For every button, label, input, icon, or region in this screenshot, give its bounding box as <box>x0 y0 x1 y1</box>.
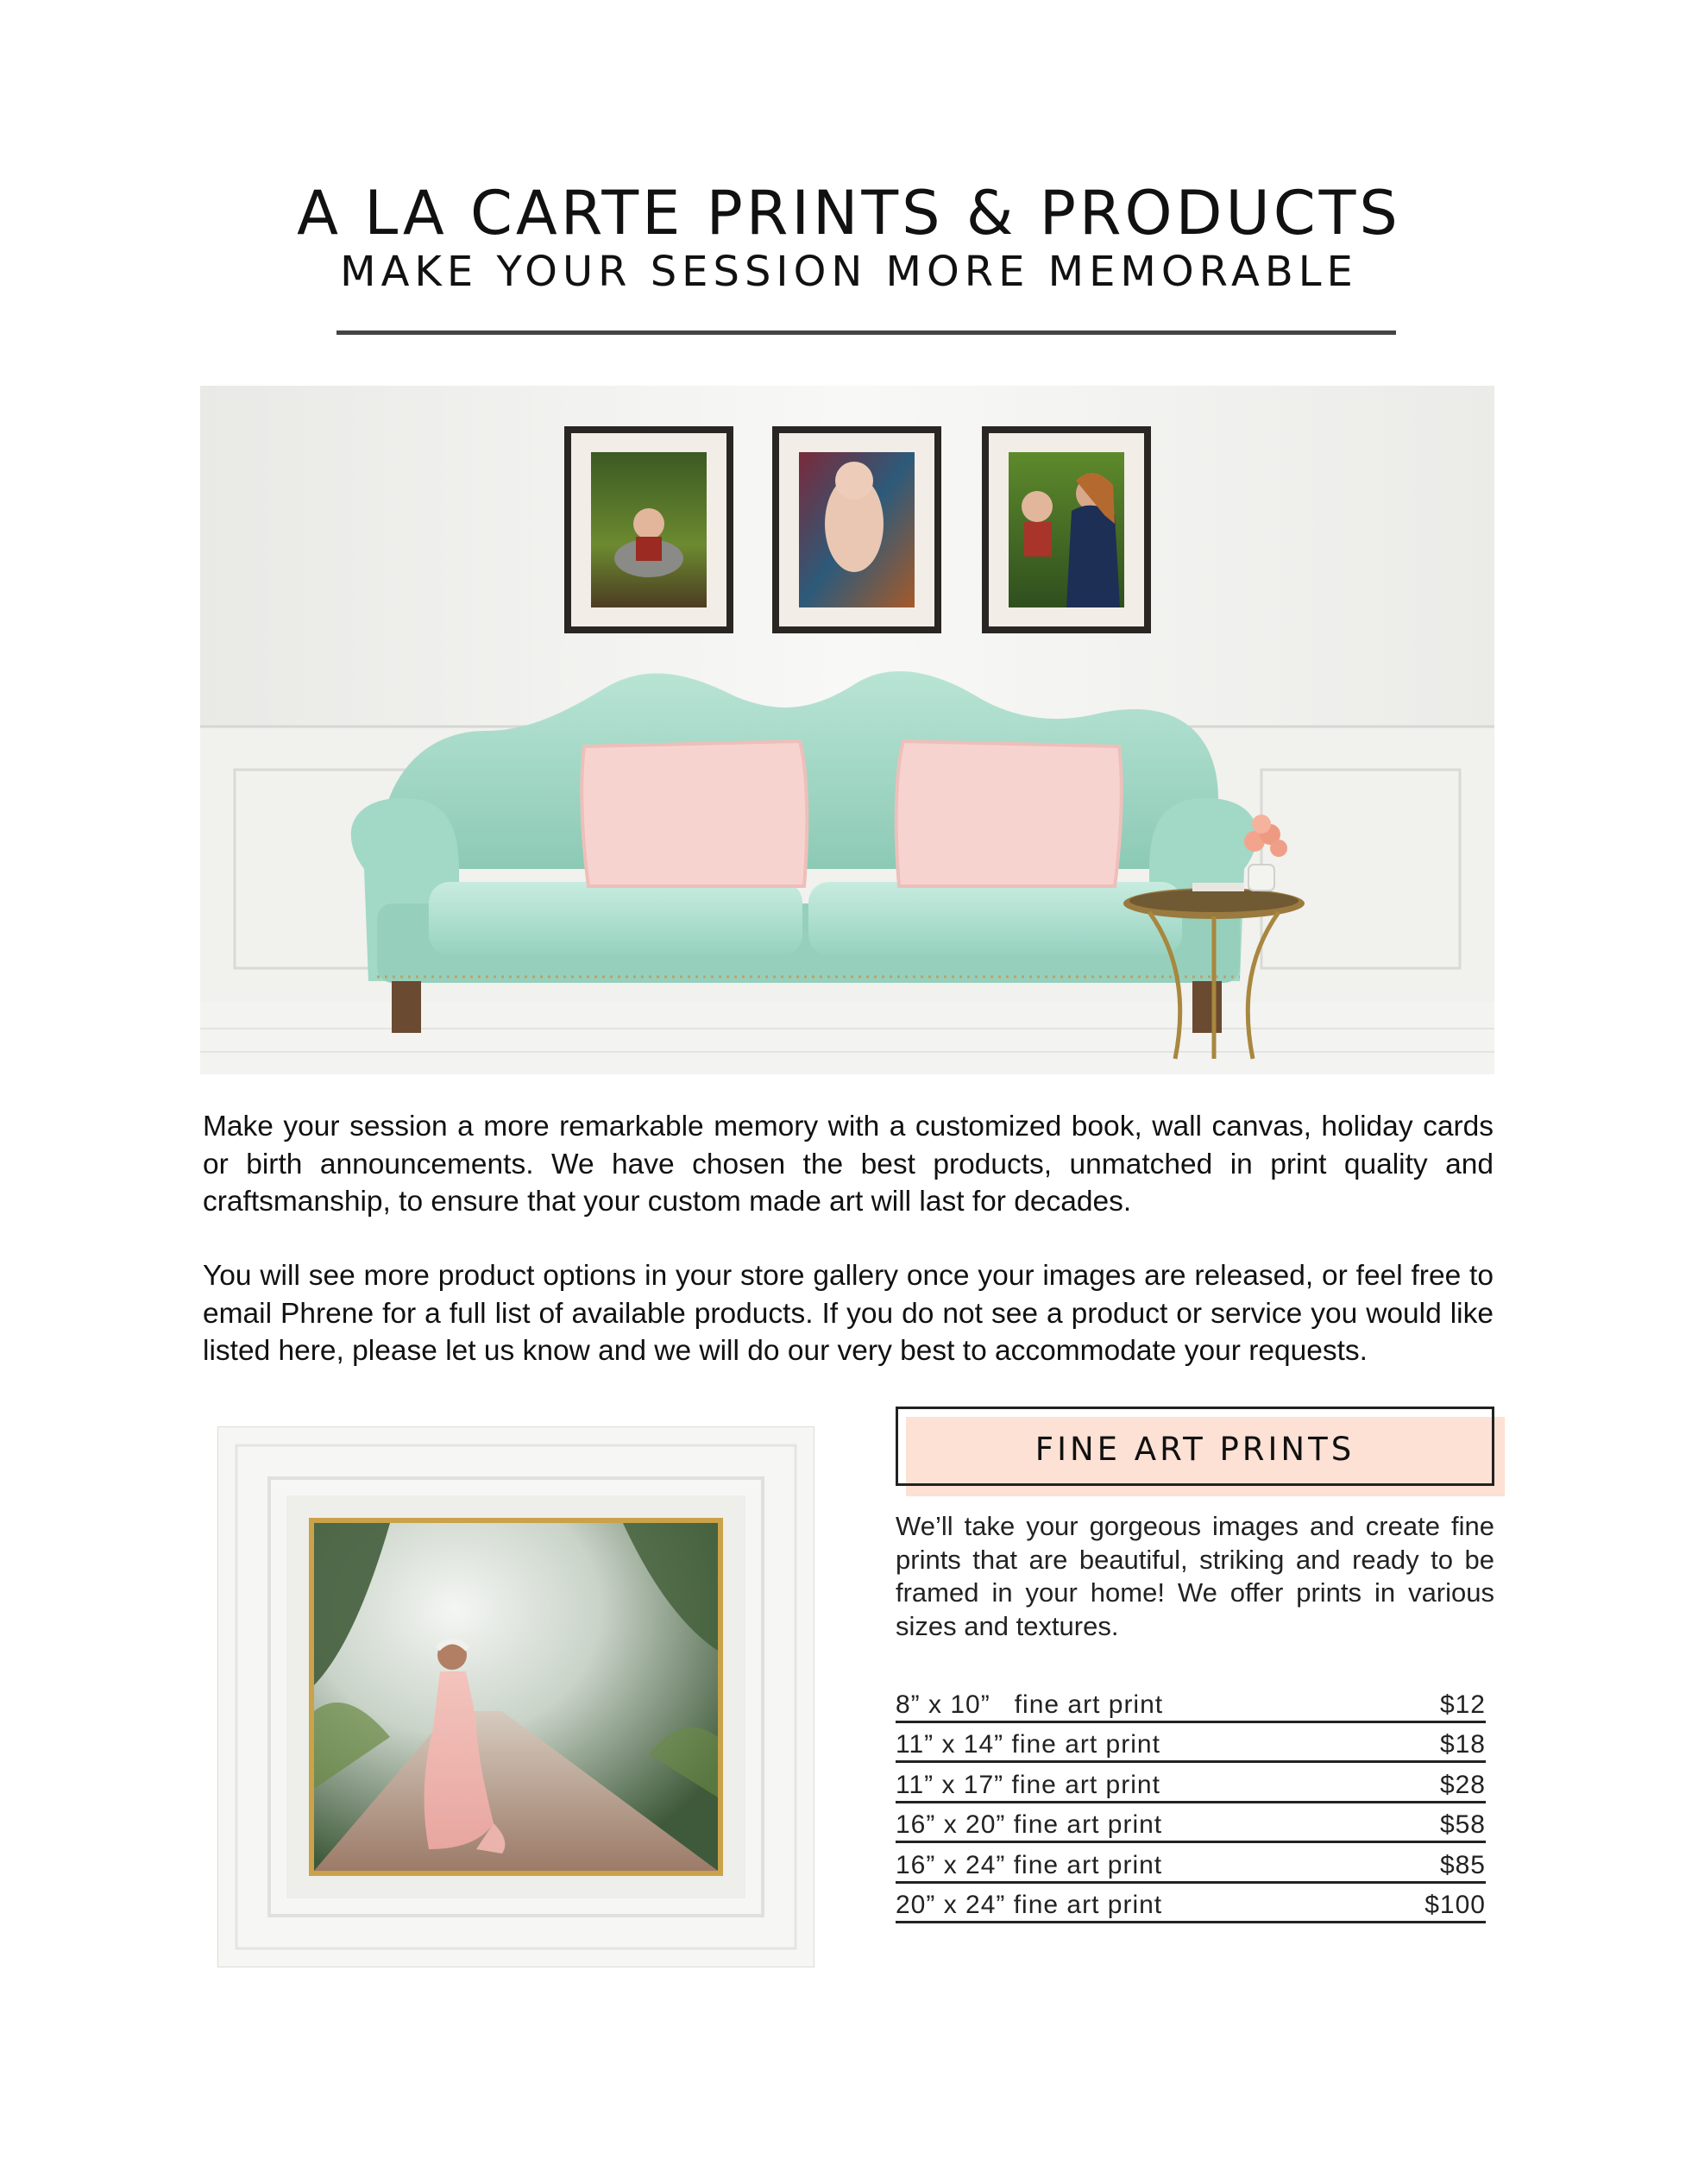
page-subtitle: MAKE YOUR SESSION MORE MEMORABLE <box>340 248 1358 296</box>
print-price: $85 <box>1439 1850 1486 1879</box>
price-row <box>896 1723 1486 1764</box>
print-size-label: 11” x 14” fine art print <box>896 1730 1160 1759</box>
intro-paragraph-2: You will see more product options in your store gallery once your images are released, or feel free to email Phrene for a full list of available products. If you do not see a product or service you would like listed here, please let us know and we will do our very best to accommodate your requests. <box>203 1260 1494 1367</box>
wall-frame-1 <box>564 426 733 633</box>
print-size-label: 20” x 24” fine art print <box>896 1891 1163 1919</box>
framed-maternity-portrait-image <box>217 1426 814 1967</box>
wall-frame-2 <box>772 426 941 633</box>
price-list <box>896 1683 1486 1923</box>
price-row <box>896 1843 1486 1884</box>
price-row <box>896 1763 1486 1803</box>
header-divider <box>336 330 1396 335</box>
page-title: A LA CARTE PRINTS & PRODUCTS <box>297 178 1401 249</box>
print-size-label: 16” x 24” fine art print <box>896 1850 1163 1879</box>
print-price: $100 <box>1424 1891 1486 1919</box>
print-size-label: 16” x 20” fine art print <box>896 1810 1163 1839</box>
print-price: $12 <box>1439 1690 1486 1719</box>
print-size-label: 8” x 10” fine art print <box>896 1690 1164 1719</box>
wall-frame-3 <box>982 426 1151 633</box>
print-price: $58 <box>1439 1810 1486 1839</box>
living-room-wall-display-image <box>200 386 1494 1074</box>
fine-art-prints-heading <box>896 1407 1494 1486</box>
price-row <box>896 1683 1486 1723</box>
print-price: $28 <box>1439 1770 1486 1799</box>
price-row <box>896 1803 1486 1844</box>
fine-art-prints-title: FINE ART PRINTS <box>1035 1430 1355 1468</box>
print-size-label: 11” x 17” fine art print <box>896 1770 1160 1799</box>
fine-art-prints-description: We’ll take your gorgeous images and create fine prints that are beautiful, striking and ready to be framed in your home! We offer prints in various sizes and textures. <box>896 1511 1494 1641</box>
intro-paragraph-1: Make your session a more remarkable memory with a customized book, wall canvas, holiday cards or birth announcements. We have chosen the best products, unmatched in print quality and craftsmanship, to ensure that your custom made art will last for decades. <box>203 1111 1494 1218</box>
print-price: $18 <box>1439 1730 1486 1759</box>
price-row <box>896 1884 1486 1924</box>
